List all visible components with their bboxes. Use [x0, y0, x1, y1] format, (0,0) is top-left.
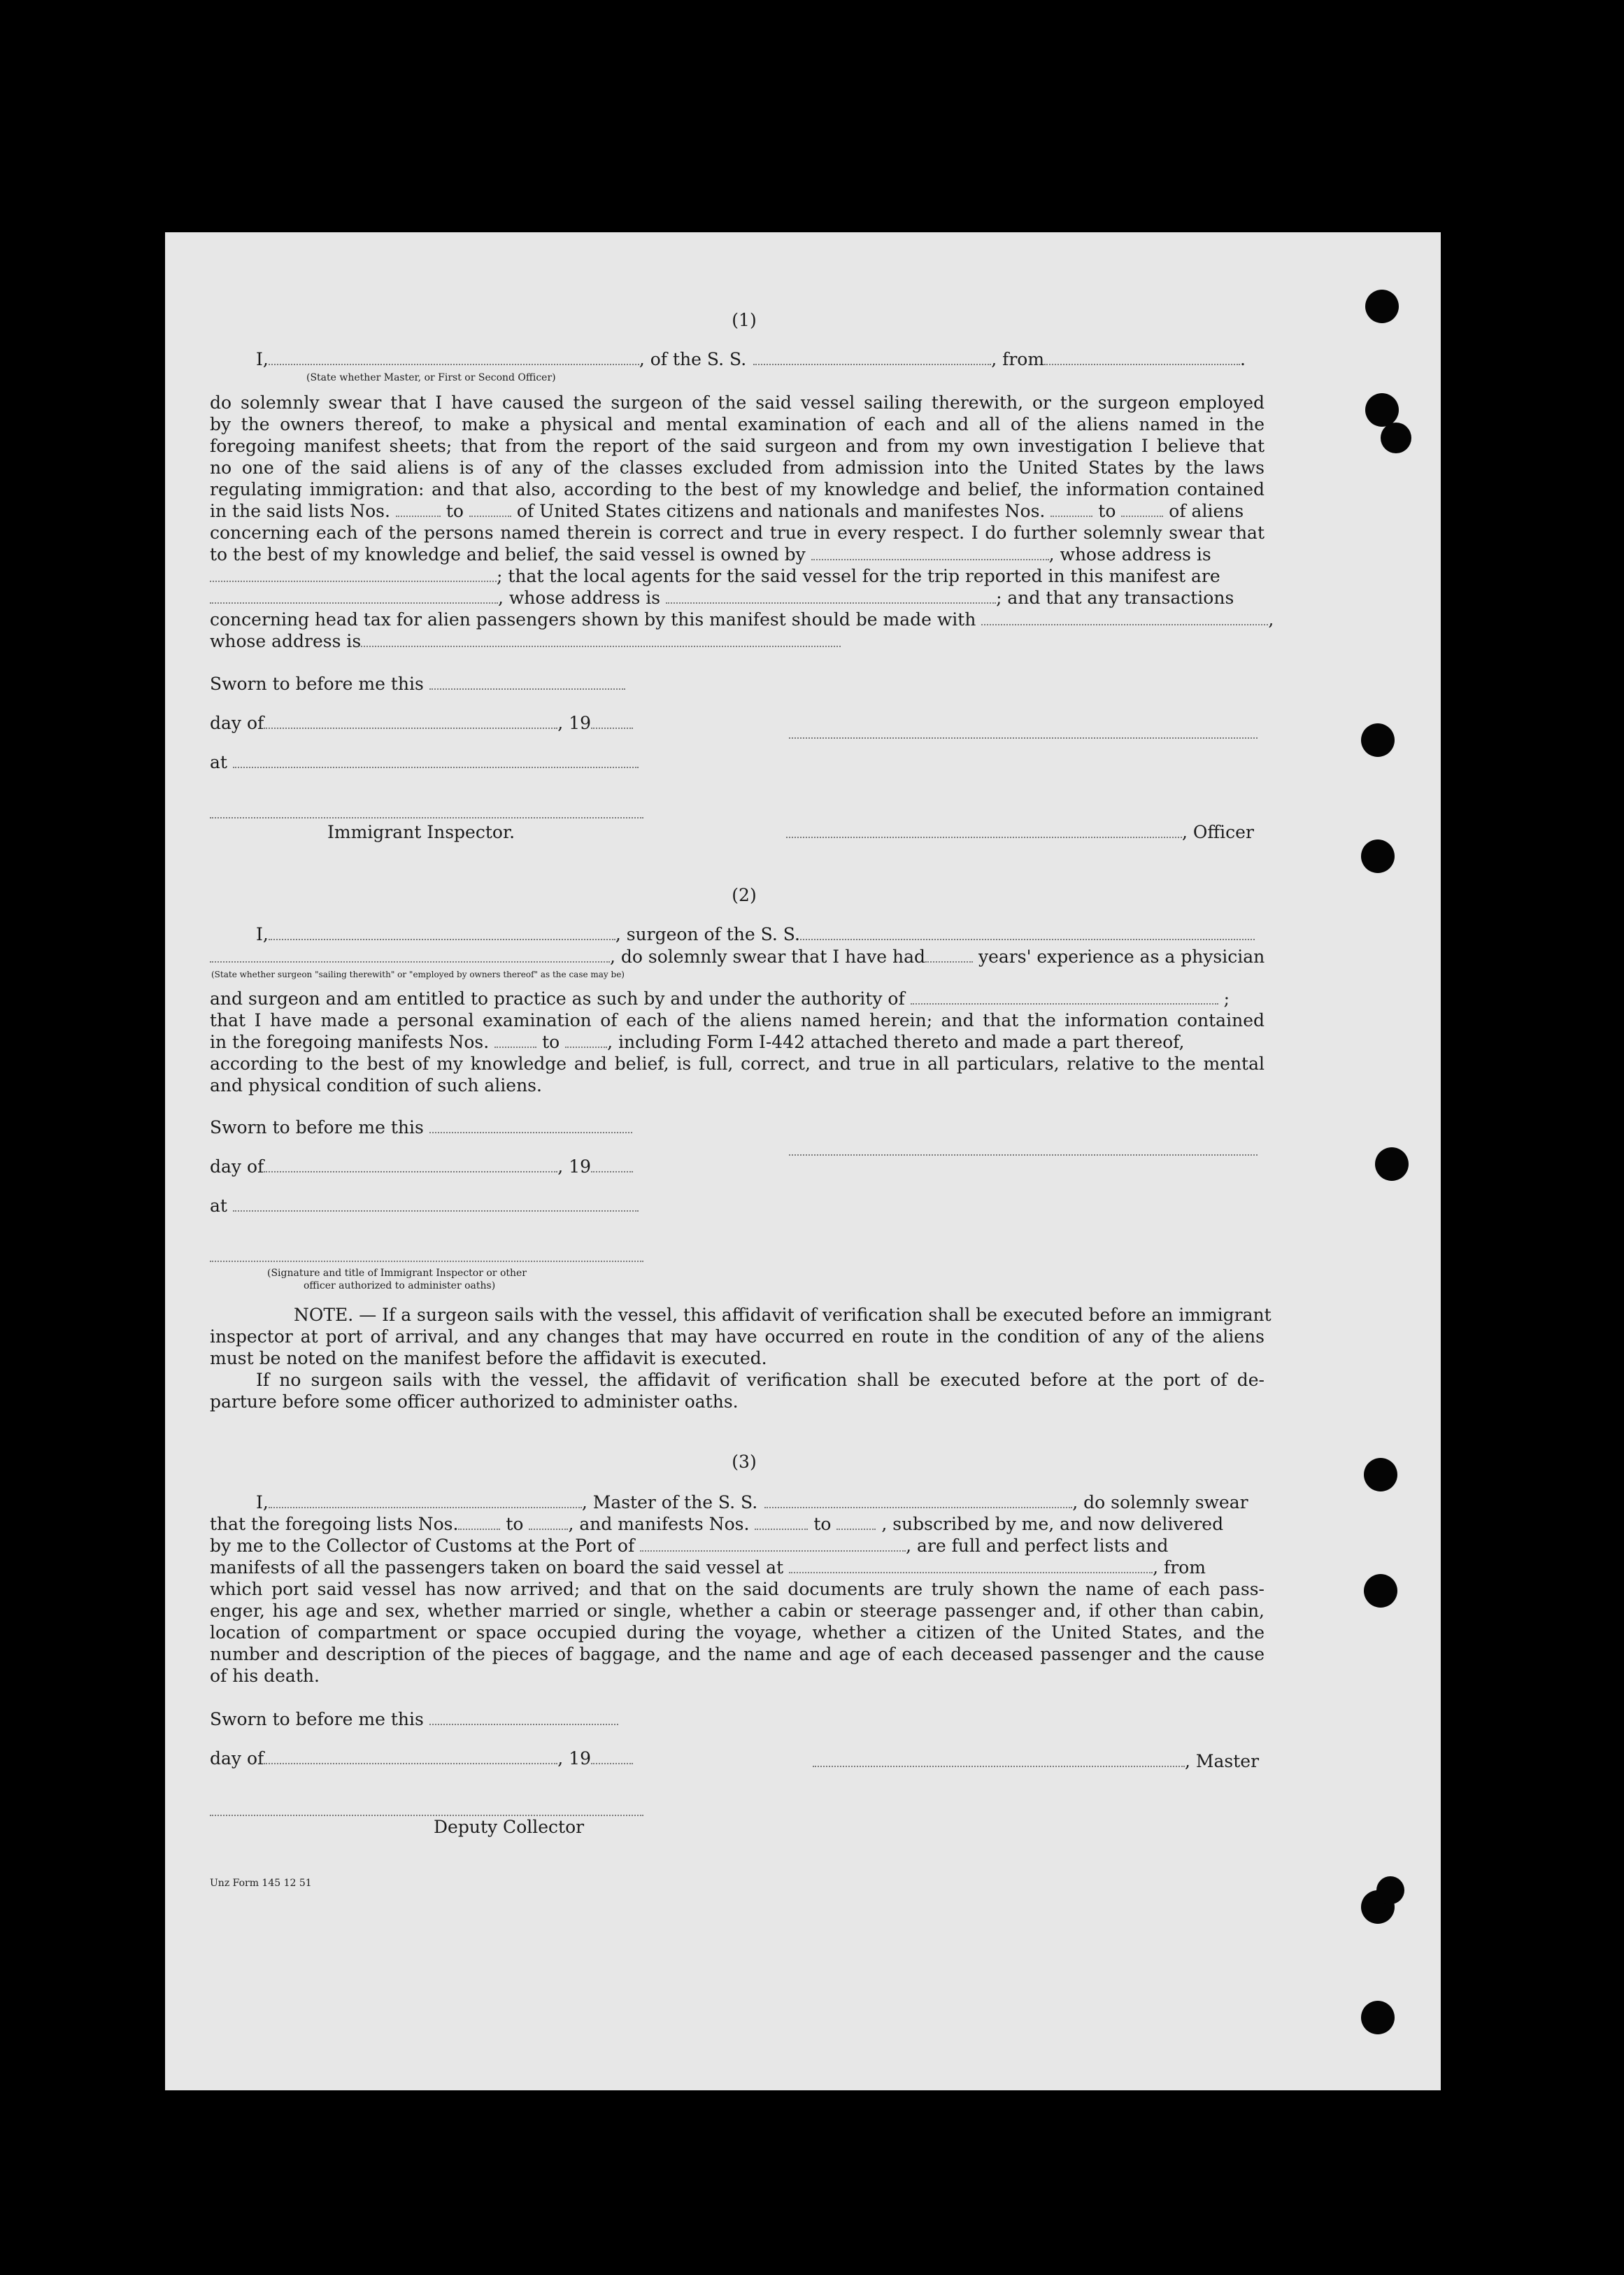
- field-hint: (State whether Master, or First or Second Officer): [306, 372, 556, 383]
- form-id: Unz Form 145 12 51: [210, 1878, 312, 1889]
- body-line: concerning head tax for alien passengers shown by this manifest should be made with ,: [210, 609, 1274, 630]
- affiant-line: , do solemnly swear that I have had years' experience as a physician: [210, 946, 1265, 968]
- body-line: according to the best of my knowledge and belief, is full, correct, and true in all particulars, relative to the mental: [210, 1054, 1265, 1074]
- body-line: in the said lists Nos. to of United States citizens and nationals and manifestes Nos. to of aliens: [210, 501, 1244, 521]
- body-line: of his death.: [210, 1666, 320, 1686]
- body-line: whose address is: [210, 630, 841, 652]
- body-line: , whose address is ; and that any transactions: [210, 587, 1234, 609]
- punch-hole: [1376, 1876, 1404, 1904]
- body-line: by the owners thereof, to make a physical and mental examination of each and all of the aliens named in the: [210, 414, 1265, 434]
- section-number: (3): [732, 1452, 757, 1472]
- body-line: that the foregoing lists Nos. to , and manifests Nos. to , subscribed by me, and now delivered: [210, 1514, 1224, 1534]
- punch-hole: [1364, 1574, 1397, 1608]
- body-line: enger, his age and sex, whether married or single, whether a cabin or steerage passenger and, if other than cabin,: [210, 1601, 1265, 1621]
- note-line: inspector at port of arrival, and any changes that may have occurred en route in the condition of any of the aliens: [210, 1326, 1265, 1347]
- body-line: to the best of my knowledge and belief, the said vessel is owned by , whose address is: [210, 544, 1211, 565]
- body-line: number and description of the pieces of baggage, and the name and age of each deceased passenger and the cause: [210, 1644, 1265, 1664]
- signature-line: [789, 737, 1258, 739]
- signature-hint: officer authorized to administer oaths): [304, 1280, 496, 1291]
- body-line: in the foregoing manifests Nos. to , including Form I-442 attached thereto and made a part thereof,: [210, 1032, 1185, 1052]
- document-page: [165, 232, 1441, 2090]
- signature-hint: (Signature and title of Immigrant Inspector or other: [267, 1268, 527, 1279]
- punch-hole: [1361, 2001, 1395, 2034]
- punch-hole: [1381, 423, 1411, 453]
- body-line: concerning each of the persons named therein is correct and true in every respect. I do further solemnly swear that: [210, 523, 1265, 543]
- body-line: and physical condition of such aliens.: [210, 1075, 542, 1096]
- body-line: that I have made a personal examination of each of the aliens named herein; and that the information contained: [210, 1010, 1265, 1030]
- signature-line: [210, 817, 643, 818]
- body-line: regulating immigration: and that also, according to the best of my knowledge and belief, the information contained: [210, 479, 1265, 499]
- at-label: at: [210, 1195, 639, 1217]
- body-line: foregoing manifest sheets; that from the report of the said surgeon and from my own investigation I believe that: [210, 436, 1265, 456]
- sworn-label: Sworn to before me this: [210, 673, 625, 695]
- punch-hole: [1365, 393, 1399, 427]
- note-line: If no surgeon sails with the vessel, the affidavit of verification shall be executed before at the port of de-: [256, 1370, 1265, 1390]
- body-line: manifests of all the passengers taken on board the said vessel at , from: [210, 1557, 1206, 1578]
- note-line: must be noted on the manifest before the affidavit is executed.: [210, 1348, 767, 1368]
- body-line: which port said vessel has now arrived; and that on the said documents are truly shown the name of each pass-: [210, 1579, 1265, 1599]
- affiant-line: I, , of the S. S. , from .: [256, 349, 1246, 369]
- day-of-label: day of , 19: [210, 1156, 633, 1177]
- body-line: and surgeon and am entitled to practice as such by and under the authority of ;: [210, 988, 1230, 1009]
- day-of-label: day of , 19: [210, 1748, 633, 1769]
- day-of-label: day of , 19: [210, 712, 633, 734]
- section-number: (1): [732, 310, 757, 330]
- field-hint: (State whether surgeon "sailing therewith" or "employed by owners thereof" as the case may be): [211, 970, 625, 979]
- punch-hole: [1361, 723, 1395, 757]
- master-line: , Master: [813, 1750, 1259, 1772]
- body-line: location of compartment or space occupied during the voyage, whether a citizen of the United States, and the: [210, 1622, 1265, 1643]
- officer-line: , Officer: [786, 821, 1254, 843]
- note-line: NOTE. — If a surgeon sails with the vessel, this affidavit of verification shall be executed before an immigrant: [294, 1305, 1272, 1325]
- signature-line: [789, 1154, 1258, 1156]
- affiant-line: I, , Master of the S. S. , do solemnly swear: [256, 1492, 1248, 1512]
- punch-hole: [1361, 839, 1395, 873]
- body-line: do solemnly swear that I have caused the surgeon of the said vessel sailing therewith, or the surgeon employed: [210, 392, 1265, 413]
- sworn-label: Sworn to before me this: [210, 1708, 618, 1730]
- punch-hole: [1375, 1147, 1409, 1181]
- note-line: parture before some officer authorized to administer oaths.: [210, 1391, 739, 1412]
- punch-hole: [1365, 290, 1399, 323]
- punch-hole: [1364, 1458, 1397, 1491]
- body-line: ; that the local agents for the said vessel for the trip reported in this manifest are: [210, 565, 1220, 587]
- affiant-line: I, , surgeon of the S. S.: [256, 923, 1255, 945]
- body-line: by me to the Collector of Customs at the Port of , are full and perfect lists and: [210, 1536, 1169, 1556]
- sworn-label: Sworn to before me this: [210, 1117, 632, 1138]
- body-line: no one of the said aliens is of any of the classes excluded from admission into the United States by the laws: [210, 458, 1265, 478]
- inspector-title: Immigrant Inspector.: [327, 822, 515, 842]
- signature-line: [210, 1261, 643, 1262]
- at-label: at: [210, 751, 639, 773]
- section-number: (2): [732, 885, 757, 905]
- collector-title: Deputy Collector: [434, 1817, 585, 1837]
